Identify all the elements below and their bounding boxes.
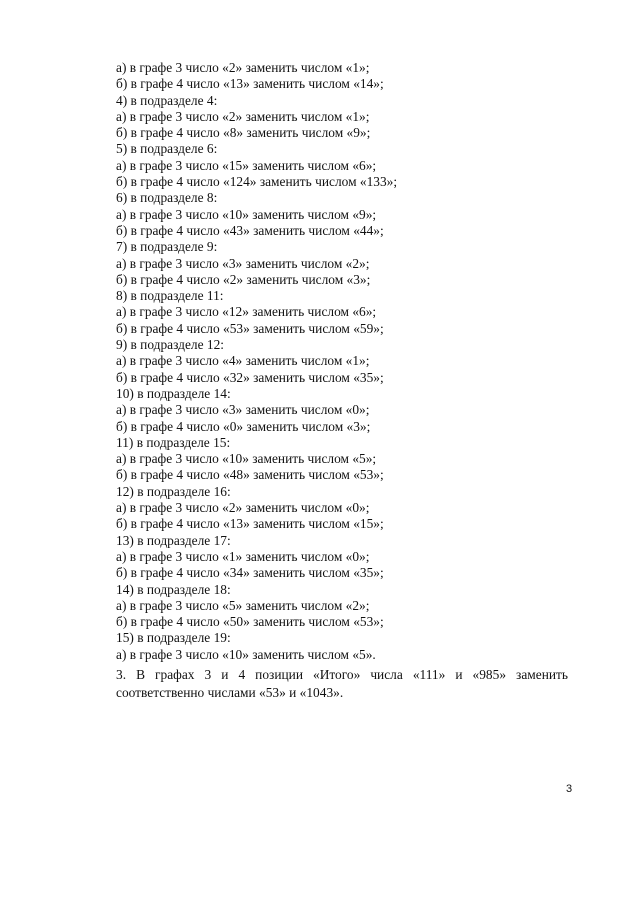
document-line: 15) в подразделе 19: [116,630,231,646]
document-line: а) в графе 3 число «12» заменить числом «6»; [116,304,377,320]
document-line: 12) в подразделе 16: [116,483,231,499]
document-line: а) в графе 3 число «1» заменить числом «0»; [116,548,370,564]
document-line: 13) в подразделе 17: [116,532,231,548]
document-line: б) в графе 4 число «34» заменить числом «35»; [116,565,384,581]
document-line: б) в графе 4 число «124» заменить числом «133»; [116,174,398,190]
document-line: 8) в подразделе 11: [116,288,224,304]
document-line: б) в графе 4 число «53» заменить числом «59»; [116,320,384,336]
document-line: 14) в подразделе 18: [116,581,231,597]
document-line: б) в графе 4 число «48» заменить числом «53»; [116,467,384,483]
document-line: а) в графе 3 число «3» заменить числом «0»; [116,402,370,418]
document-line: 4) в подразделе 4: [116,92,218,108]
paragraph-item-3 [116,666,568,702]
document-line: а) в графе 3 число «10» заменить числом «9»; [116,206,377,222]
document-line: а) в графе 3 число «10» заменить числом «5»; [116,451,377,467]
paragraph-item-3-line-1: 3. В графах 3 и 4 позиции «Итого» числа «111» и «985» заменить [116,667,568,682]
document-line: б) в графе 4 число «8» заменить числом «9»; [116,125,371,141]
document-line: 9) в подразделе 12: [116,337,224,353]
document-line: 6) в подразделе 8: [116,190,218,206]
page-number: 3 [566,783,573,795]
document-line: 7) в подразделе 9: [116,239,218,255]
document-line: а) в графе 3 число «4» заменить числом «1»; [116,353,370,369]
document-line: б) в графе 4 число «43» заменить числом «44»; [116,222,384,238]
document-line: а) в графе 3 число «10» заменить числом «5». [116,646,376,662]
amendment-list [116,60,576,663]
document-line: б) в графе 4 число «50» заменить числом «53»; [116,614,384,630]
document-line: а) в графе 3 число «5» заменить числом «2»; [116,597,370,613]
document-line: б) в графе 4 число «13» заменить числом «14»; [116,76,384,92]
document-line: б) в графе 4 число «2» заменить числом «3»; [116,271,371,287]
document-line: б) в графе 4 число «32» заменить числом «35»; [116,369,384,385]
document-line: 5) в подразделе 6: [116,141,218,157]
document-line: б) в графе 4 число «13» заменить числом «15»; [116,516,384,532]
document-line: 11) в подразделе 15: [116,434,231,450]
document-line: а) в графе 3 число «2» заменить числом «1»; [116,108,370,124]
document-line: а) в графе 3 число «3» заменить числом «2»; [116,255,370,271]
document-line: 10) в подразделе 14: [116,385,231,401]
document-line: б) в графе 4 число «0» заменить числом «3»; [116,418,371,434]
document-line: а) в графе 3 число «2» заменить числом «1»; [116,60,370,75]
document-line: а) в графе 3 число «15» заменить числом «6»; [116,157,377,173]
paragraph-item-3-line-2: соответственно числами «53» и «1043». [116,685,344,700]
document-line: а) в графе 3 число «2» заменить числом «0»; [116,500,370,516]
